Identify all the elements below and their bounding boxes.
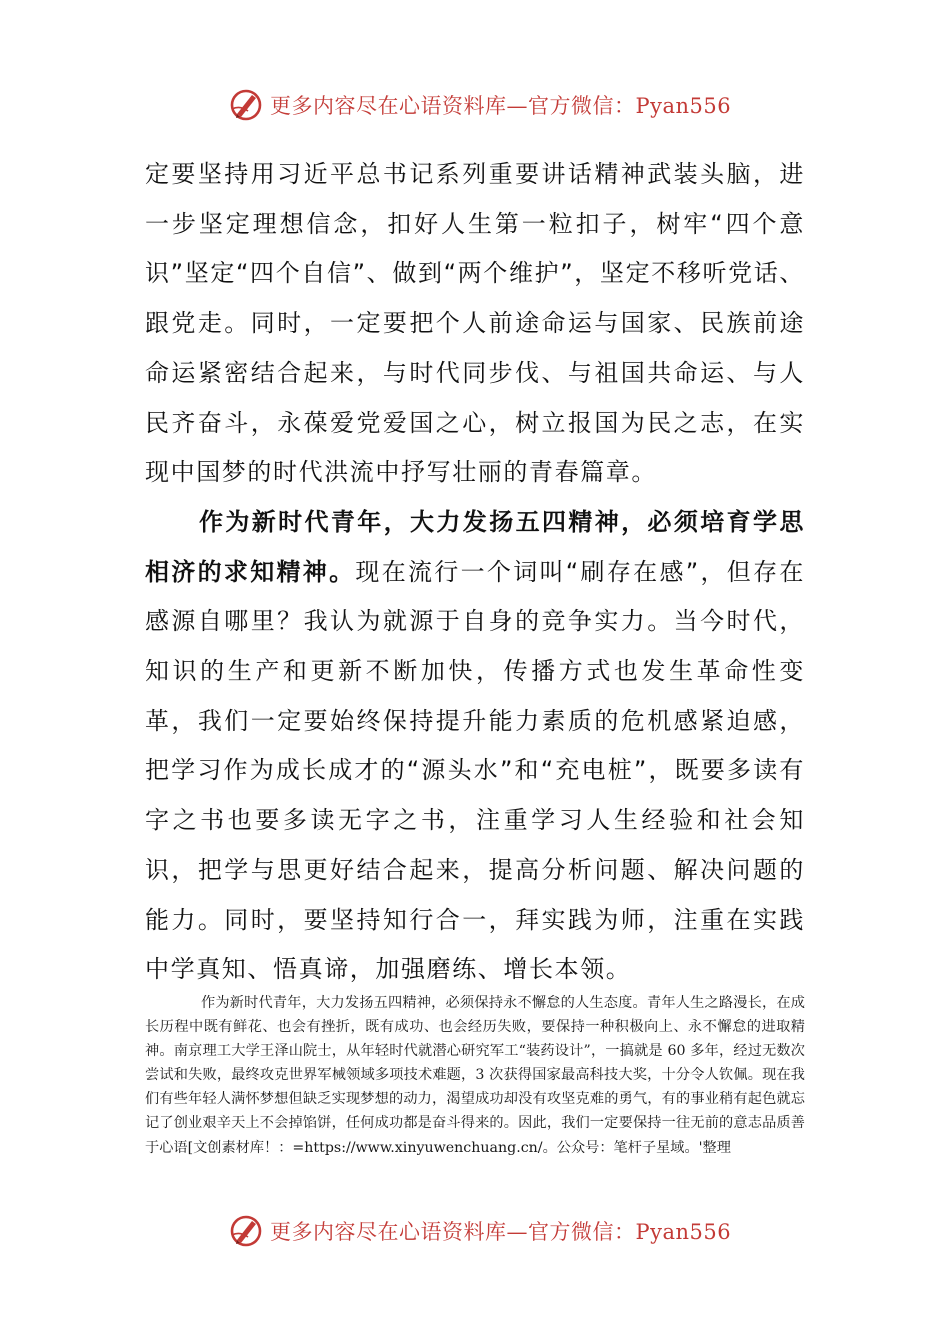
paragraph-1: 定要坚持用习近平总书记系列重要讲话精神武装头脑，进一步坚定理想信念，扣好人生第一粒扣子，树牢“四个意识”坚定“四个自信”、做到“两个维护”，坚定不移听党话、跟党走。同时，一定要把个人前途命运与国家、民族前途命运紧密结合起来，与时代同步伐、与祖国共命运、与人民齐奋斗，永葆爱党爱国之心，树立报国为民之志，在实现中国梦的时代洪流中抒写壮丽的青春篇章。 — [145, 160, 805, 487]
main-text-block — [145, 150, 805, 995]
header-banner-text: 更多内容尽在心语资料库—官方微信：Pyan556 — [270, 94, 732, 118]
paragraph-2 — [145, 498, 805, 995]
pen-logo-icon — [228, 87, 264, 123]
header-banner — [228, 85, 731, 125]
paragraph-3: 作为新时代青年，大力发扬五四精神，必须保持永不懈怠的人生态度。青年人生之路漫长，在成长历程中既有鲜花、也会有挫折，既有成功、也会经历失败，要保持一种积极向上、永不懈怠的进取精神。南京理工大学王泽山院士，从年轻时代就潜心研究军工“装药设计”，一搞就是 60 多年，经过无数次尝试和失败，最终攻克世界军械领域多项技术难题，3 次获得国家最高科技大奖，十分令人钦佩。现在我们有些年轻人满怀梦想但缺乏实现梦想的动力，渴望成功却没有攻坚克难的勇气，有的事业稍有起色就忘记了创业艰辛天上不会掉馅饼，任何成功都是奋斗得来的。因此，我们一定要保持一往无前的意志品质善于心语[文创素材库！：=https://www.xinyuwenchuang.cn/。公众号：笔杆子星域。'整理 — [145, 995, 805, 1156]
paragraph-2-lead: 作为新时代青年，大力发扬五四精神，必须培育学思相济的求知精神。 — [145, 507, 805, 586]
pen-logo-icon — [228, 1213, 264, 1249]
footer-banner-text: 更多内容尽在心语资料库—官方微信：Pyan556 — [270, 1220, 732, 1244]
footer-banner — [228, 1211, 731, 1251]
paragraph-2-body: 现在流行一个词叫“刷存在感”，但存在感源自哪里？我认为就源于自身的竞争实力。当今时代，知识的生产和更新不断加快，传播方式也发生革命性变革，我们一定要始终保持提升能力素质的危机感紧迫感，把学习作为成长成才的“源头水”和“充电桩”，既要多读有字之书也要多读无字之书，注重学习人生经验和社会知识，把学与思更好结合起来，提高分析问题、解决问题的能力。同时，要坚持知行合一，拜实践为师，注重在实践中学真知、悟真谛，加强磨练、增长本领。 — [145, 557, 805, 984]
small-text-block — [145, 991, 805, 1160]
